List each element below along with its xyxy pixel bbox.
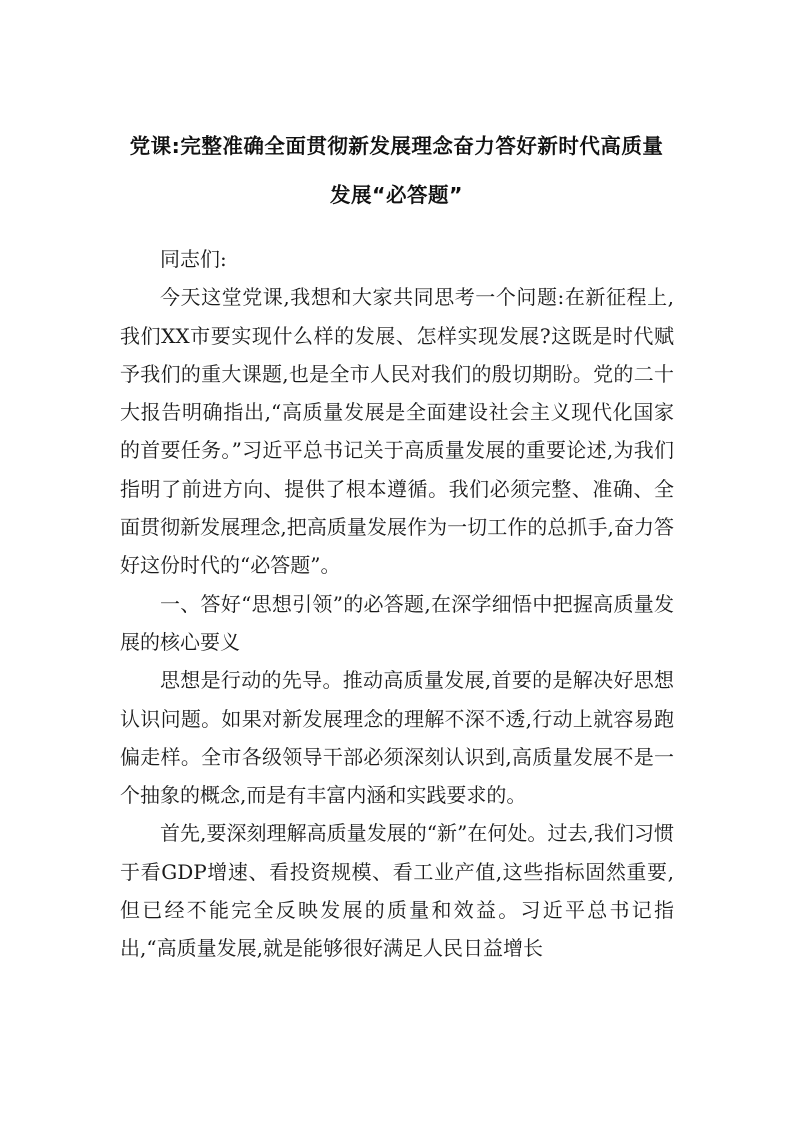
- body-paragraph: 首先,要深刻理解高质量发展的“新”在何处。过去,我们习惯于看GDP增速、看投资规模、看工业产值,这些指标固然重要,但已经不能完全反映发展的质量和效益。习近平总书记指出,“高质量发展,就是能够很好满足人民日益增长: [120, 821, 674, 961]
- section-heading-1: 一、答好“思想引领”的必答题,在深学细悟中把握高质量发展的核心要义: [120, 591, 674, 654]
- intro-paragraph: 今天这堂党课,我想和大家共同思考一个问题:在新征程上,我们XX市要实现什么样的发展、怎样实现发展?这既是时代赋予我们的重大课题,也是全市人民对我们的殷切期盼。党的二十大报告明确指出,“高质量发展是全面建设社会主义现代化国家的首要任务。”习近平总书记关于高质量发展的重要论述,为我们指明了前进方向、提供了根本遵循。我们必须完整、准确、全面贯彻新发展理念,把高质量发展作为一切工作的总抓手,奋力答好这份时代的“必答题”。: [120, 285, 674, 578]
- document-body: [120, 240, 674, 968]
- body-paragraph: 思想是行动的先导。推动高质量发展,首要的是解决好思想认识问题。如果对新发展理念的理解不深不透,行动上就容易跑偏走样。全市各级领导干部必须深刻认识到,高质量发展不是一个抽象的概念,而是有丰富内涵和实践要求的。: [120, 668, 674, 808]
- document-title-line-1: 党课:完整准确全面贯彻新发展理念奋力答好新时代高质量: [129, 134, 664, 158]
- salutation-paragraph: 同志们:: [160, 247, 227, 271]
- document-title-line-2: 发展“必答题”: [330, 183, 463, 207]
